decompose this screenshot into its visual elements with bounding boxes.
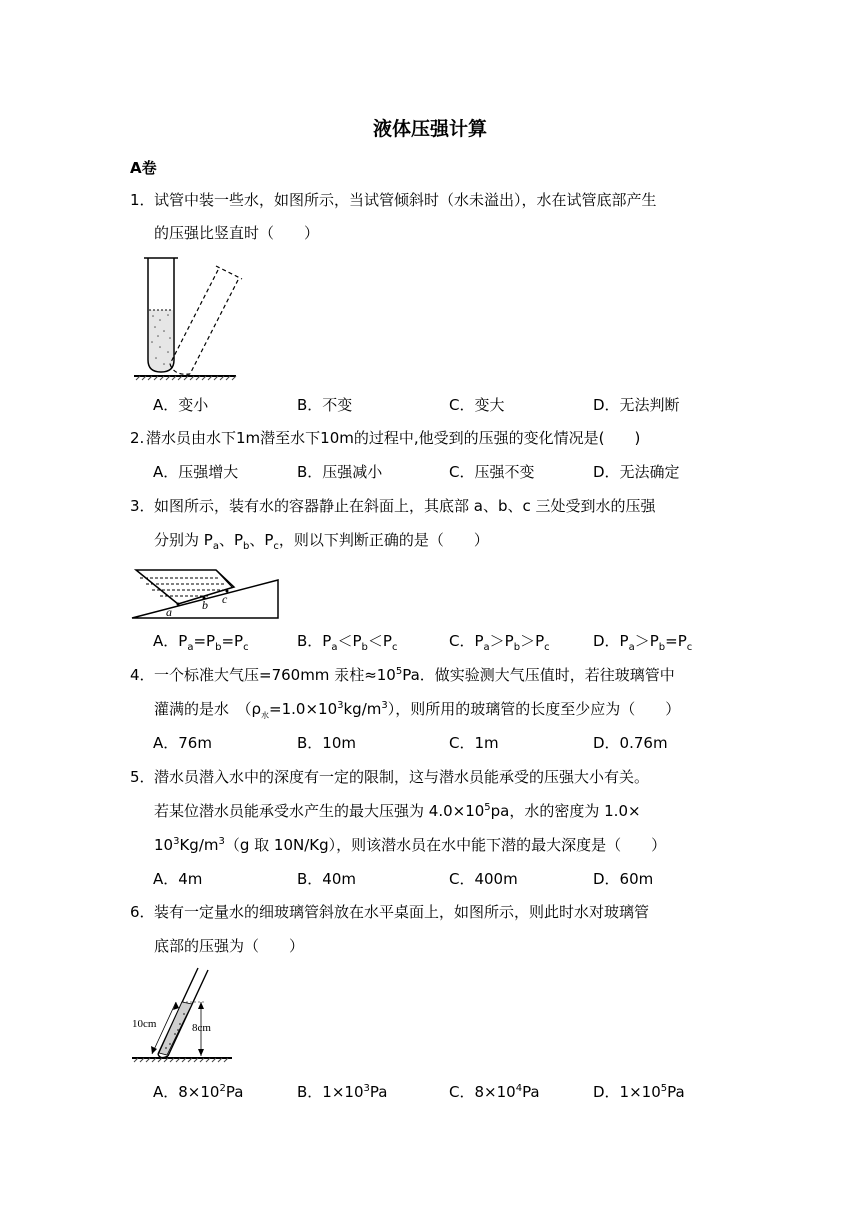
option-a[interactable]: A．压强增大	[153, 463, 239, 481]
option-d[interactable]: D．$1\times 10^5Pa$	[593, 1083, 685, 1101]
question-text-line: 底部的压强为（ ）	[154, 937, 305, 955]
question-number: 4．	[130, 666, 155, 684]
option-d[interactable]: D．无法确定	[593, 463, 680, 481]
figure-label-a: a	[166, 605, 172, 619]
question-text-line: 潜水员由水下1m潜至水下10m的过程中,他受到的压强的变化情况是( )	[146, 429, 641, 447]
incline-container-figure	[130, 560, 280, 622]
option-c[interactable]: C．$8\times 10^4Pa$	[449, 1083, 540, 1101]
option-b[interactable]: B．$1\times 10^3Pa$	[297, 1083, 388, 1101]
option-b[interactable]: B．不变	[297, 396, 353, 414]
figure-label-b: b	[202, 598, 208, 612]
question-number: 1．	[130, 191, 155, 209]
question-text-line: 如图所示，装有水的容器静止在斜面上，其底部 a、b、c 三处受到水的压强	[154, 497, 656, 515]
question-text-line: 若某位潜水员能承受水产生的最大压强为 $4.0\times 10^5pa$，水的密度为 1.0×	[154, 802, 641, 820]
option-c[interactable]: C．压强不变	[449, 463, 535, 481]
option-d[interactable]: D．60m	[593, 870, 654, 888]
option-c[interactable]: C．$P_a>P_b>P_c$	[449, 632, 550, 653]
option-d[interactable]: D．$P_a>P_b=P_c$	[593, 632, 693, 653]
option-a[interactable]: A．变小	[153, 396, 209, 414]
option-a[interactable]: A．76m	[153, 734, 212, 752]
option-b[interactable]: B．40m	[297, 870, 356, 888]
section-label: A卷	[130, 159, 157, 177]
question-text-line: 装有一定量水的细玻璃管斜放在水平桌面上，如图所示，则此时水对玻璃管	[154, 903, 650, 921]
option-d[interactable]: D．无法判断	[593, 396, 680, 414]
option-b[interactable]: B．$P_a<P_b<P_c$	[297, 632, 398, 653]
option-c[interactable]: C．1m	[449, 734, 499, 752]
figure-label-10cm: 10cm	[132, 1018, 157, 1030]
test-tube-figure	[130, 252, 240, 384]
option-d[interactable]: D．0.76m	[593, 734, 668, 752]
question-text-line: 灌满的是水 $(\rho_水=1.0\times 10^3kg/m^3)$，则所用的玻璃管的长度至少应为（ ）	[154, 700, 681, 720]
question-text-line: 试管中装一些水，如图所示，当试管倾斜时（水未溢出），水在试管底部产生	[154, 191, 657, 209]
question-text-line: 一个标准大气压=760mm 汞柱$\approx 10^5Pa$．做实验测大气压值时，若往玻璃管中	[154, 666, 675, 684]
tilted-glass-tube-figure	[130, 966, 234, 1066]
question-number: 6．	[130, 903, 155, 921]
page-title: 液体压强计算	[372, 118, 487, 140]
option-b[interactable]: B．10m	[297, 734, 356, 752]
option-a[interactable]: A．$8\times 10^2Pa$	[153, 1083, 244, 1101]
figure-label-c: c	[222, 592, 228, 606]
option-a[interactable]: A．4m	[153, 870, 203, 888]
question-text-line: 分别为 $P_a$、$P_b$、$P_c$，则以下判断正确的是（ ）	[154, 531, 489, 552]
option-b[interactable]: B．压强减小	[297, 463, 383, 481]
figure-label-8cm: 8cm	[192, 1022, 211, 1034]
question-text-line: $10^3Kg/m^3(g$ 取 10N/Kg），则该潜水员在水中能下潜的最大深度是（ ）	[154, 836, 667, 854]
option-a[interactable]: A．$P_a=P_b=P_c$	[153, 632, 249, 653]
option-c[interactable]: C．400m	[449, 870, 518, 888]
question-text-line: 潜水员潜入水中的深度有一定的限制，这与潜水员能承受的压强大小有关。	[154, 768, 650, 786]
question-text-line: 的压强比竖直时（ ）	[154, 224, 320, 242]
question-number: 2.	[130, 429, 145, 447]
option-c[interactable]: C．变大	[449, 396, 505, 414]
question-number: 3．	[130, 497, 155, 515]
question-number: 5．	[130, 768, 155, 786]
